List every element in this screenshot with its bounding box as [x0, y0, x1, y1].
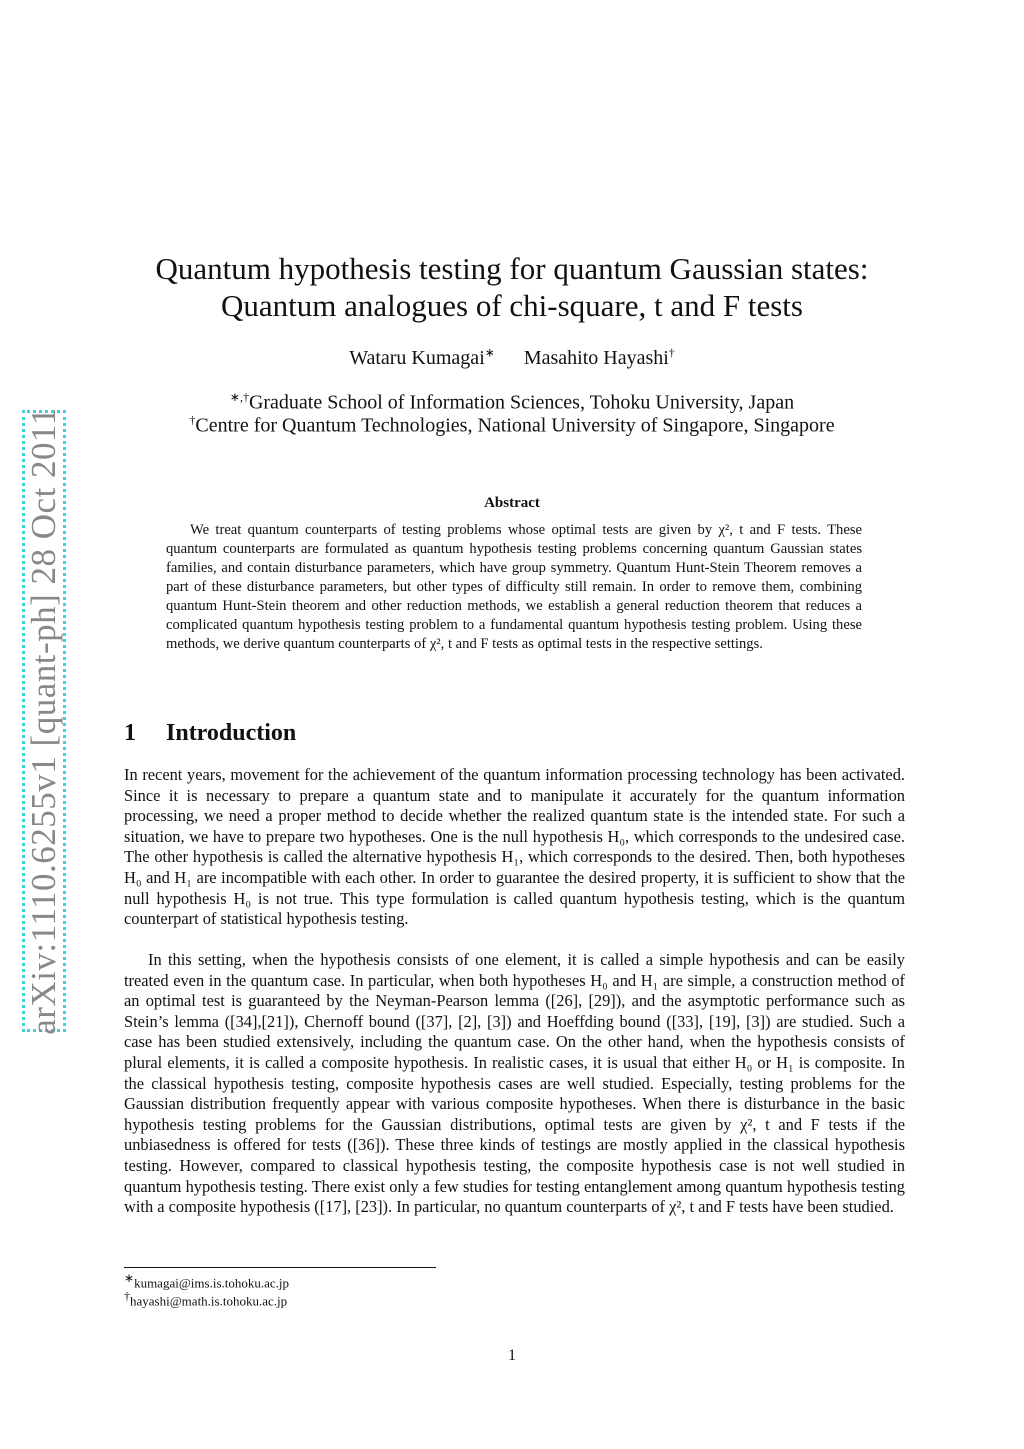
paper-title-line2: Quantum analogues of chi-square, t and F tests — [221, 288, 803, 323]
affiliation-1 — [0, 390, 1024, 415]
author-list — [0, 345, 1024, 370]
abstract-heading: Abstract — [484, 495, 540, 511]
body-paragraph-2: In this setting, when the hypothesis consists of one element, it is called a simple hypothesis and can be easily treated even in the quantum case. In particular, when both hypotheses H₀ and H₁ are simple, a construction method of an optimal test is guaranteed by the Neyman-Pearson lemma ([26], [29]), and the asymptotic performance such as Stein’s lemma ([34],[21]), Chernoff bound ([37], [2], [3]) and Hoeffding bound ([33], [19], [3]) are studied. Such a case has been studied extensively, including the quantum case. On the other hand, when the hypothesis consists of plural elements, it is called a composite hypothesis. In realistic cases, it is usual that either H₀ or H₁ is composite. In the classical hypothesis testing, composite hypothesis cases are well studied. Especially, testing problems for the Gaussian distribution frequently appear with various composite hypotheses. When there is disturbance in the basic hypothesis testing problems for the Gaussian distributions, optimal tests are given by χ², t and F tests if the unbiasedness is offered for tests ([36]). These three kinds of testings are mostly applied in the classical hypothesis testing. However, compared to classical hypothesis testing, the composite hypothesis case is not well studied in quantum hypothesis testing. There exist only a few studies for testing entanglement among quantum hypothesis testing with a composite hypothesis ([17], [23]). In particular, no quantum counterparts of χ², t and F tests have been studied. — [124, 950, 905, 1217]
author-2 — [524, 347, 675, 369]
affiliation-1-text: Graduate School of Information Sciences, Tohoku University, Japan — [248, 391, 795, 414]
abstract-text: We treat quantum counterparts of testing problems whose optimal tests are given by χ², t and F tests. These quantum counterparts are formulated as quantum hypothesis testing problems concerning quantum Gaussian states families, and contain disturbance parameters, which have group symmetry. Quantum Hunt-Stein Theorem removes a part of these disturbance parameters, but other types of difficulty still remain. In order to remove them, combining quantum Hunt-Stein theorem and other reduction methods, we establish a general reduction theorem that reduces a complicated quantum hypothesis testing problem to a fundamental quantum hypothesis testing problem. Using these methods, we derive quantum counterparts of χ², t and F tests as optimal tests in the respective settings. — [166, 522, 862, 652]
section-title: Introduction — [166, 720, 297, 746]
paper-title-line1: Quantum hypothesis testing for quantum Gaussian states: — [155, 251, 869, 286]
author-2-name: Masahito Hayashi — [523, 346, 669, 369]
page-number: 1 — [508, 1347, 516, 1364]
author-1-name: Wataru Kumagai — [349, 346, 485, 369]
footnote-2-email: hayashi@math.is.tohoku.ac.jp — [130, 1293, 288, 1309]
affiliation-2 — [0, 413, 1024, 438]
author-1-mark: ∗ — [484, 345, 495, 359]
footnote-2-mark: † — [124, 1289, 130, 1303]
footnote-1-email: kumagai@ims.is.tohoku.ac.jp — [134, 1275, 290, 1291]
body-paragraph-1: In recent years, movement for the achievement of the quantum information processing technology has been activated. Since it is necessary to prepare a quantum state and to manipulate it accurately for the quantum information processing, we need a proper method to decide whether the realized quantum state is the intended state. For such a situation, we have to prepare two hypotheses. One is the null hypothesis H₀, which corresponds to the undesired case. The other hypothesis is called the alternative hypothesis H₁, which corresponds to the desired. Then, both hypotheses H₀ and H₁ are incompatible with each other. In order to guarantee the desired property, it is sufficient to show that the null hypothesis H₀ is not true. This type formulation is called quantum hypothesis testing, which is the quantum counterpart of statistical hypothesis testing. — [124, 765, 905, 929]
arxiv-stamp-text: arXiv:1110.6255v1 [quant-ph] 28 Oct 2011 — [24, 407, 63, 1035]
footnote-divider — [124, 1267, 436, 1268]
affiliation-2-mark: † — [189, 413, 196, 427]
footnote-2 — [124, 1289, 287, 1309]
footnote-1-mark: ∗ — [124, 1271, 135, 1285]
affiliation-1-mark: ∗,† — [229, 390, 249, 404]
affiliation-2-text: Centre for Quantum Technologies, National University of Singapore, Singapore — [195, 414, 835, 437]
section-heading — [124, 720, 296, 747]
author-1 — [349, 347, 495, 369]
section-number: 1 — [124, 720, 136, 746]
author-2-mark: † — [668, 345, 675, 359]
